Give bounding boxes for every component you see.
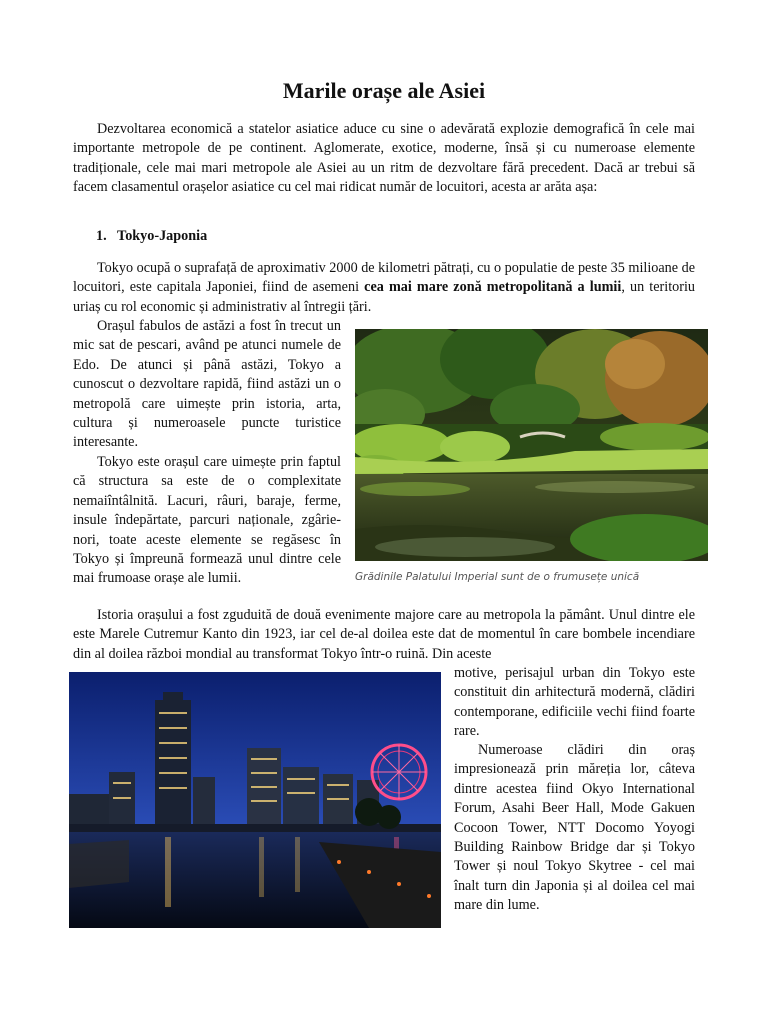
- intro-paragraph: Dezvoltarea economică a statelor asiatice aduce cu sine o adevărată explozie demografică în cele mai importante metropole de pe continent. Aglomerate, exotice, moderne, însă și cu numeroase elemente tradiționale, cele mai mari metropole ale Asiei au un ritm de dezvoltare fără precedent. Dacă ar trebui să facem clasamentul orașelor asiatice cu cel mai ridicat număr de locuitori, acesta ar arăta așa:: [73, 121, 695, 196]
- section-heading-tokyo: [96, 228, 207, 245]
- skyline-image: [69, 672, 441, 928]
- tokyo-intro-bold: cea mai mare zonă metropolitană a lumii: [364, 279, 622, 296]
- page-title: Marile orașe ale Asiei: [282, 78, 486, 103]
- tokyo-intro-end: , un teritoriu uriaș cu rol economic și administrativ al întregii țări.: [73, 279, 695, 315]
- garden-image: [355, 329, 708, 561]
- urban-landscape-paragraph: motive, perisajul urban din Tokyo este constituit din arhitectură modernă, clădiri contemporane, edificiile vechi fiind foarte rare.: [454, 665, 695, 740]
- structure-paragraph: Tokyo este orașul care uimește prin faptul că structura sa este de o complexitate nemaiîntâlnită. Lacuri, râuri, baraje, ferme, insule îndepărtate, parcuri naționale, zgârie-nori, toate aceste elemente se regăsesc în Tokyo și împreună formează unul dintre cele mai frumoase orașe ale lumii.: [73, 454, 341, 587]
- tokyo-intro-paragraph: [73, 259, 695, 317]
- history-events-paragraph: Istoria orașului a fost zguduită de două evenimente majore care au metropola la pământ. Unul dintre ele este Marele Cutremur Kanto din 1923, iar cel de-al doilea este dat de momentul în care bombele incendiare din al doilea război mondial au transformat Tokyo într-o ruină. Din aceste: [73, 607, 695, 662]
- tokyo-intro-text: Tokyo ocupă o suprafață de aproximativ 2000 de kilometri pătrați, cu o populatie de peste 35 milioane de locuitori, este capitala Japoniei, fiind de asemeni: [73, 260, 695, 296]
- garden-caption: Grădinile Palatului Imperial sunt de o frumusețe unică: [355, 571, 640, 583]
- section-number: 1.: [96, 228, 107, 244]
- section-label: Tokyo-Japonia: [117, 228, 208, 244]
- buildings-paragraph: Numeroase clădiri din oraș impresionează prin măreția lor, câteva dintre acestea fiind Okyo International Forum, Asahi Beer Hall, Mode Gakuen Cocoon Tower, NTT Docomo Yoyogi Building Rainbow Bridge dar și Tokyo Tower și noul Tokyo Skytree - cel mai înalt turn din Japonia și al doilea cel mai mare din lume.: [454, 742, 695, 914]
- history-edo-paragraph: Orașul fabulos de astăzi a fost în trecut un mic sat de pescari, având pe atunci numele de Edo. De atunci și până astăzi, Tokyo a cunoscut o dezvoltare rapidă, fiind astăzi un o metropolă care uimește prin istoria, arta, cultura și numeroasele puncte turistice interesante.: [73, 318, 341, 451]
